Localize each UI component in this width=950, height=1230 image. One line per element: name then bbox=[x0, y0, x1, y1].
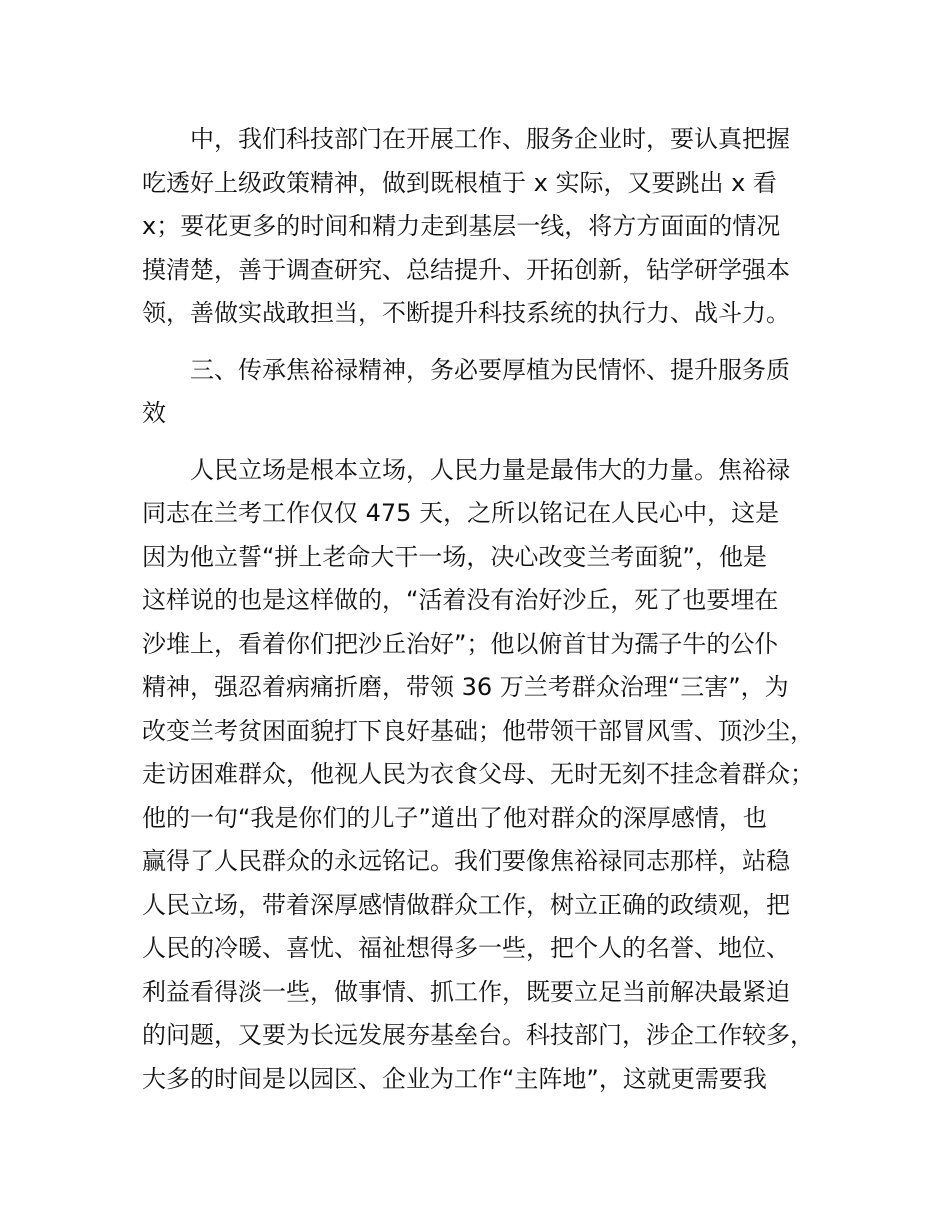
text-line: 人民的冷暖、喜忧、福祉想得多一些，把个人的名誉、地位、 bbox=[142, 934, 790, 962]
text-line: 领，善做实战敢担当，不断提升科技系统的执行力、战斗力。 bbox=[142, 299, 790, 327]
text-line: 摸清楚，善于调查研究、总结提升、开拓创新，钻学研学强本 bbox=[142, 255, 790, 284]
text-line: 因为他立誓“拼上老命大干一场，决心改变兰考面貌”，他是 bbox=[142, 542, 767, 571]
paragraph-gap bbox=[142, 436, 832, 449]
text-line: 人民立场是根本立场，人民力量是最伟大的力量。焦裕禄 bbox=[190, 455, 790, 484]
text-line: 中，我们科技部门在开展工作、服务企业时，要认真把握 bbox=[190, 125, 790, 153]
text-line: 人民立场，带着深厚感情做群众工作，树立正确的政绩观，把 bbox=[142, 890, 790, 919]
heading-line: 效 bbox=[142, 399, 166, 427]
text-line: 他的一句“我是你们的儿子”道出了他对群众的深厚感情，也 bbox=[142, 803, 767, 832]
text-line: x；要花更多的时间和精力走到基层一线，将方方面面的情况 bbox=[142, 212, 781, 240]
section-heading bbox=[142, 349, 832, 436]
text-line: 改变兰考贫困面貌打下良好基础；他带领干部冒风雪、顶沙尘， bbox=[142, 716, 814, 745]
text-line: 沙堆上，看着你们把沙丘治好”；他以俯首甘为孺子牛的公仆 bbox=[142, 629, 779, 658]
text-line: 同志在兰考工作仅仅 475 天，之所以铭记在人民心中，这是 bbox=[142, 499, 780, 527]
text-line: 的问题，又要为长远发展夯基垒台。科技部门，涉企工作较多， bbox=[142, 1021, 814, 1049]
heading-line: 三、传承焦裕禄精神，务必要厚植为民情怀、提升服务质 bbox=[190, 355, 790, 384]
text-line: 这样说的也是这样做的，“活着没有治好沙丘，死了也要埋在 bbox=[142, 586, 779, 614]
paragraph-continuation bbox=[142, 118, 832, 336]
document-body bbox=[142, 118, 832, 1101]
paragraph-gap bbox=[142, 336, 832, 349]
text-line: 走访困难群众，他视人民为衣食父母、无时无刻不挂念着群众； bbox=[142, 760, 814, 788]
text-line: 赢得了人民群众的永远铭记。我们要像焦裕禄同志那样，站稳 bbox=[142, 847, 790, 875]
text-line: 利益看得淡一些，做事情、抓工作，既要立足当前解决最紧迫 bbox=[142, 977, 790, 1006]
paragraph-body bbox=[142, 449, 832, 1102]
text-line: 吃透好上级政策精神，做到既根植于 x 实际，又要跳出 x 看 bbox=[142, 168, 777, 197]
text-line: 精神，强忍着病痛折磨，带领 36 万兰考群众治理“三害”，为 bbox=[142, 673, 789, 701]
text-line: 大多的时间是以园区、企业为工作“主阵地”，这就更需要我 bbox=[142, 1064, 767, 1093]
